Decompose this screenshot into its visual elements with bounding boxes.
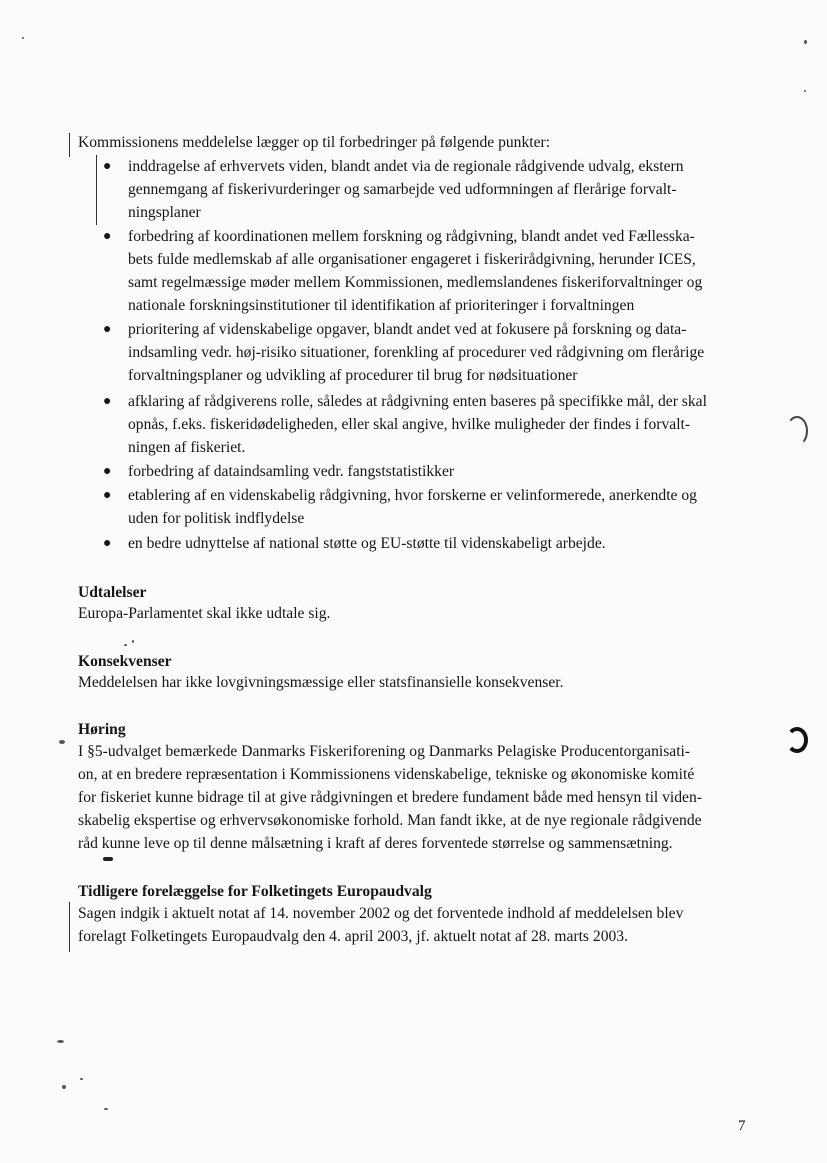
- revision-bar: [96, 155, 97, 225]
- scan-speck: [22, 37, 24, 39]
- bullet-marker: ●: [103, 464, 112, 479]
- scan-speck: [103, 857, 113, 861]
- scan-speck: [804, 90, 806, 92]
- list-item-line: ningen af fiskeriet.: [128, 439, 246, 456]
- scan-speck: [62, 1085, 66, 1089]
- scan-speck: [132, 640, 134, 643]
- scan-speck: [80, 1078, 83, 1080]
- list-item-line: uden for politisk indflydelse: [128, 510, 305, 527]
- section-heading: Høring: [78, 721, 126, 738]
- section-text: I §5-udvalget bemærkede Danmarks Fiskeriforening og Danmarks Pelagiske Producentorganisati-: [78, 743, 691, 760]
- scan-speck: [124, 644, 127, 646]
- list-item-line: inddragelse af erhvervets viden, blandt andet via de regionale rådgivende udvalg, ekstern: [128, 158, 684, 175]
- scan-speck: [59, 740, 65, 744]
- list-item-line: opnås, f.eks. fiskeridødeligheden, eller skal angive, hvilke muligheder der findes i forvalt-: [128, 416, 691, 433]
- section-text: forelagt Folketingets Europaudvalg den 4. april 2003, jf. aktuelt notat af 28. marts 2003.: [78, 928, 628, 945]
- list-item-line: forvaltningsplaner og udvikling af procedurer til brug for nødsituationer: [128, 367, 578, 384]
- list-item-line: ningsplaner: [128, 204, 201, 221]
- bullet-marker: ●: [103, 536, 112, 551]
- scan-speck: [57, 1040, 64, 1043]
- section-heading: Udtalelser: [78, 584, 147, 601]
- bullet-marker: ●: [103, 322, 112, 337]
- bullet-marker: ●: [103, 229, 112, 244]
- section-text: Sagen indgik i aktuelt notat af 14. november 2002 og det forventede indhold af meddelelsen blev: [78, 905, 684, 922]
- section-text: Meddelelsen har ikke lovgivningsmæssige eller statsfinansielle konsekvenser.: [78, 674, 564, 691]
- section-heading: Konsekvenser: [78, 653, 172, 670]
- list-item-line: afklaring af rådgiverens rolle, således at rådgivning enten baseres på specifikke mål, der skal: [128, 393, 707, 410]
- list-item-line: en bedre udnyttelse af national støtte og EU-støtte til videnskabeligt arbejde.: [128, 535, 606, 552]
- list-item-line: gennemgang af fiskerivurderinger og samarbejde ved udformningen af flerårige forvalt-: [128, 181, 677, 198]
- section-text: on, at en bredere repræsentation i Kommissionens videnskabelige, tekniske og økonomiske komité: [78, 766, 695, 783]
- revision-bar: [69, 133, 70, 157]
- section-text: Europa-Parlamentet skal ikke udtale sig.: [78, 605, 331, 622]
- bullet-marker: ●: [103, 159, 112, 174]
- punch-hole-mark: [786, 416, 808, 446]
- bullet-marker: ●: [103, 394, 112, 409]
- page-number: 7: [738, 1118, 746, 1134]
- section-text: for fiskeriet kunne bidrage til at give rådgivningen et bredere fundament både med hensyn til viden-: [78, 789, 702, 806]
- section-heading: Tidligere forelæggelse for Folketingets Europaudvalg: [78, 883, 432, 900]
- list-item-line: samt regelmæssige møder mellem Kommissionen, medlemslandenes fiskeriforvaltninger og: [128, 274, 703, 291]
- section-text: råd kunne leve op til denne målsætning i kraft af deres forventede størrelse og sammensætning.: [78, 835, 673, 852]
- intro-text: Kommissionens meddelelse lægger op til forbedringer på følgende punkter:: [78, 134, 551, 151]
- list-item-line: etablering af en videnskabelig rådgivning, hvor forskerne er velinformerede, anerkendte og: [128, 487, 697, 504]
- section-text: skabelig ekspertise og erhvervsøkonomiske forhold. Man fandt ikke, at de nye regionale rådgivende: [78, 812, 702, 829]
- list-item-line: prioritering af videnskabelige opgaver, blandt andet ved at fokusere på forskning og data-: [128, 321, 687, 338]
- list-item-line: nationale forskningsinstitutioner til identifikation af prioriteringer i forvaltningen: [128, 297, 635, 314]
- revision-bar: [69, 902, 70, 952]
- list-item-line: bets fulde medlemskab af alle organisationer engageret i fiskerirådgivning, herunder ICES,: [128, 251, 696, 268]
- scan-speck: [104, 1108, 108, 1110]
- scan-speck: [804, 40, 807, 44]
- list-item-line: forbedring af dataindsamling vedr. fangststatistikker: [128, 463, 455, 480]
- list-item-line: indsamling vedr. høj-risiko situationer, forenkling af procedurer ved rådgivning om flerårige: [128, 344, 705, 361]
- list-item-line: forbedring af koordinationen mellem forskning og rådgivning, blandt andet ved Fællesska-: [128, 228, 695, 245]
- punch-hole-mark: [786, 727, 808, 753]
- bullet-marker: ●: [103, 488, 112, 503]
